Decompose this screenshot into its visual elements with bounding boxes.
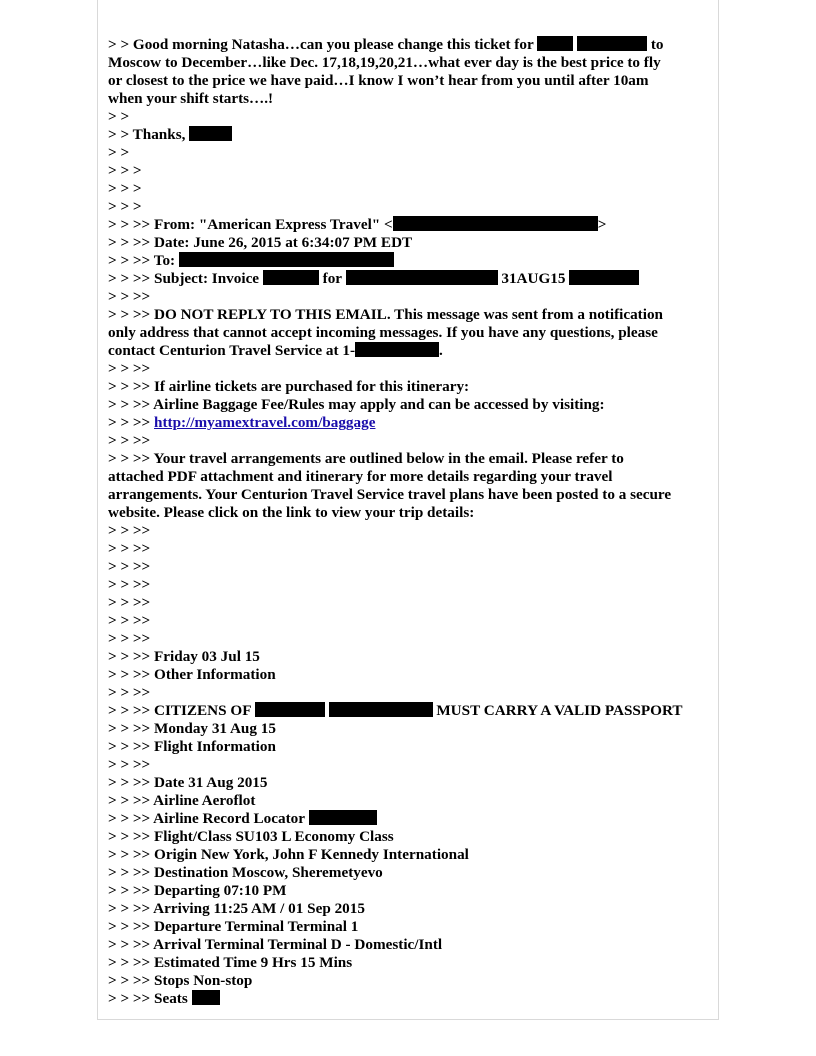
redaction-block (355, 342, 439, 357)
text-line: > > >> (108, 594, 151, 611)
text-line: attached PDF attachment and itinerary for more details regarding your travel (108, 468, 613, 485)
text-segment: > > >> Subject: Invoice (108, 270, 260, 287)
text-segment: > (597, 216, 607, 233)
text-segment: > > >> To: (108, 252, 176, 269)
redaction-block (189, 126, 232, 141)
text-line: > > >> Friday 03 Jul 15 (108, 648, 260, 665)
text-segment: > > >> Airline Record Locator (108, 810, 305, 827)
redaction-block (537, 36, 573, 51)
text-line (108, 702, 716, 720)
text-line: > > >> (108, 630, 151, 647)
redaction-block (263, 270, 319, 285)
text-line: only address that cannot accept incoming messages. If you have any questions, please (108, 324, 658, 341)
text-segment: contact Centurion Travel Service at 1- (108, 342, 356, 359)
text-line: > > >> DO NOT REPLY TO THIS EMAIL. This message was sent from a notification (108, 306, 664, 323)
redaction-block (309, 810, 377, 825)
text-segment: > > >> Seats (108, 990, 188, 1007)
text-line: > > >> Arriving 11:25 AM / 01 Sep 2015 (108, 900, 365, 917)
text-line: > > >> Departing 07:10 PM (108, 882, 287, 899)
text-line: > > >> Your travel arrangements are outlined below in the email. Please refer to (108, 450, 624, 467)
text-segment: > > >> (108, 414, 151, 431)
text-line: > > >> Departure Terminal Terminal 1 (108, 918, 359, 935)
text-line (108, 126, 716, 144)
text-line: > > > (108, 180, 142, 197)
text-line: > > >> Airline Baggage Fee/Rules may apply and can be accessed by visiting: (108, 396, 605, 413)
baggage-link[interactable]: http://myamextravel.com/baggage (154, 414, 376, 431)
redaction-block (393, 216, 598, 231)
text-line: > > >> (108, 522, 151, 539)
text-segment: > > >> From: "American Express Travel" < (108, 216, 393, 233)
text-line: > > >> (108, 558, 151, 575)
text-segment: . (439, 342, 443, 359)
subject-line (108, 270, 716, 288)
text-segment: 31AUG15 (501, 270, 566, 287)
text-line: > > > (108, 198, 142, 215)
text-line: > > >> Date 31 Aug 2015 (108, 774, 268, 791)
text-line: > > >> (108, 684, 151, 701)
text-line (108, 36, 716, 54)
text-line: > > (108, 144, 130, 161)
text-line (108, 414, 716, 432)
text-segment: > > Good morning Natasha…can you please change this ticket for (108, 36, 534, 53)
text-line: website. Please click on the link to view your trip details: (108, 504, 475, 521)
text-line: > > >> Estimated Time 9 Hrs 15 Mins (108, 954, 353, 971)
from-line (108, 216, 716, 234)
text-line: > > >> Destination Moscow, Sheremetyevo (108, 864, 383, 881)
text-line: > > > (108, 162, 142, 179)
redaction-block (577, 36, 647, 51)
text-line: Moscow to December…like Dec. 17,18,19,20,21…what ever day is the best price to fly (108, 54, 661, 71)
date-line: > > >> Date: June 26, 2015 at 6:34:07 PM EDT (108, 234, 413, 251)
redaction-block (255, 702, 325, 717)
text-line (108, 810, 716, 828)
redaction-block (346, 270, 498, 285)
text-line: > > >> Flight Information (108, 738, 276, 755)
redaction-block (569, 270, 639, 285)
text-line: > > >> (108, 576, 151, 593)
text-segment: MUST CARRY A VALID PASSPORT (436, 702, 683, 719)
text-segment: > > Thanks, (108, 126, 186, 143)
text-line: > > >> (108, 288, 151, 305)
to-line (108, 252, 716, 270)
text-line: > > >> (108, 612, 151, 629)
text-line: > > (108, 108, 130, 125)
text-line: > > >> (108, 360, 151, 377)
redaction-block (192, 990, 220, 1005)
text-line: or closest to the price we have paid…I know I won’t hear from you until after 10am (108, 72, 649, 89)
text-line: > > >> (108, 756, 151, 773)
text-line: > > >> Arrival Terminal Terminal D - Domestic/Intl (108, 936, 443, 953)
text-line: > > >> Origin New York, John F Kennedy International (108, 846, 469, 863)
text-line: arrangements. Your Centurion Travel Service travel plans have been posted to a secure (108, 486, 672, 503)
text-line (108, 342, 716, 360)
text-line: > > >> Airline Aeroflot (108, 792, 256, 809)
text-line: > > >> (108, 432, 151, 449)
text-line: > > >> Other Information (108, 666, 276, 683)
text-segment: > > >> CITIZENS OF (108, 702, 251, 719)
email-body (108, 36, 716, 1008)
redaction-block (329, 702, 433, 717)
redaction-block (179, 252, 394, 267)
text-segment: for (322, 270, 342, 287)
text-line: > > >> Flight/Class SU103 L Economy Class (108, 828, 394, 845)
text-line: > > >> If airline tickets are purchased for this itinerary: (108, 378, 470, 395)
text-line: when your shift starts….! (108, 90, 274, 107)
text-line (108, 990, 716, 1008)
text-line: > > >> Stops Non-stop (108, 972, 253, 989)
text-segment: to (650, 36, 664, 53)
text-line: > > >> Monday 31 Aug 15 (108, 720, 276, 737)
text-line: > > >> (108, 540, 151, 557)
